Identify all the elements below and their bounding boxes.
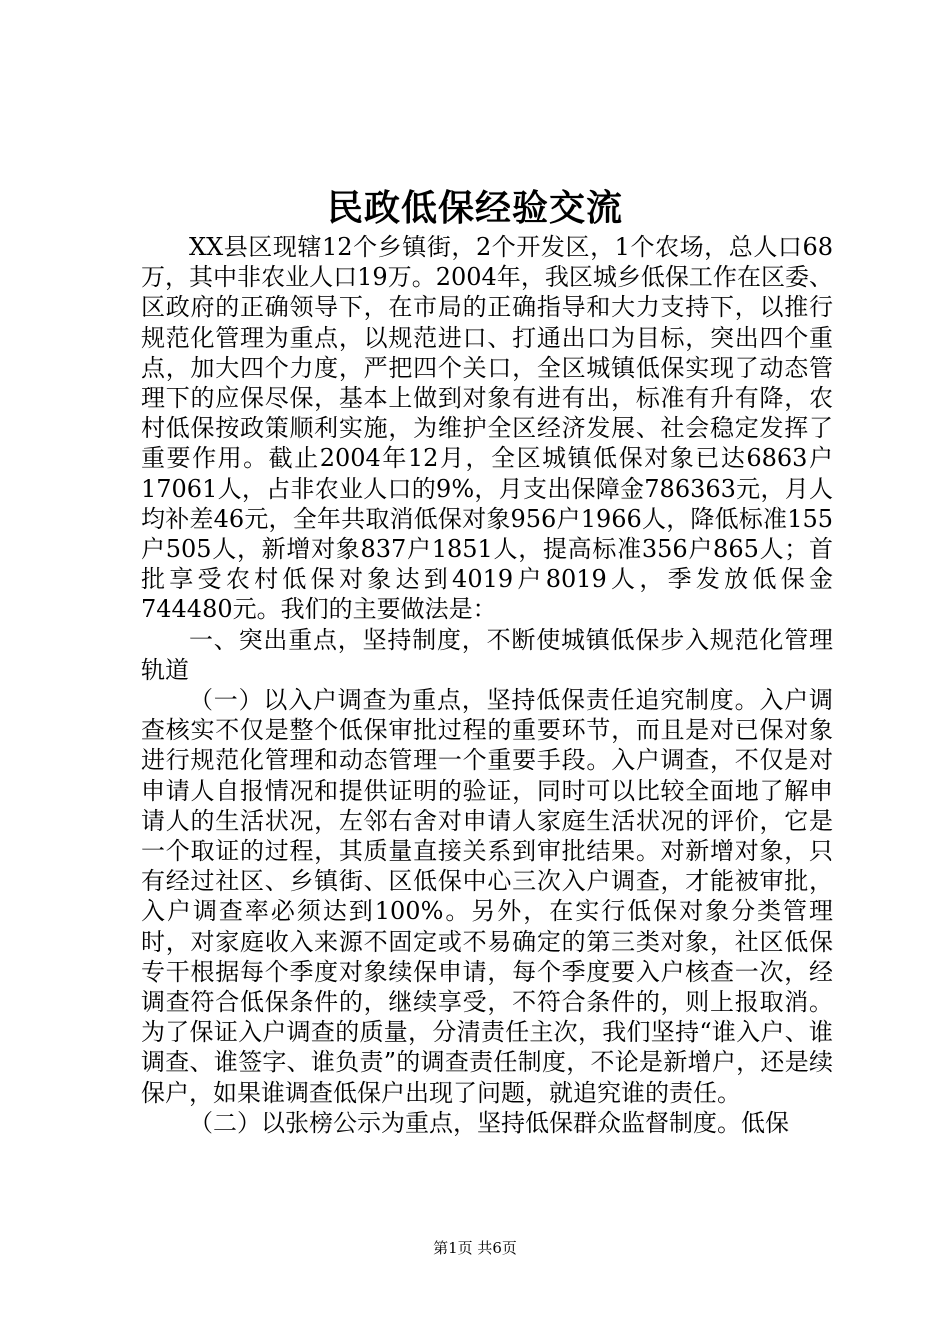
page-number: 第1页 xyxy=(433,1239,473,1257)
paragraph-section-heading: 一、突出重点，坚持制度，不断使城镇低保步入规范化管理轨道 xyxy=(141,625,833,684)
document-body xyxy=(141,232,833,1138)
document-title: 民政低保经验交流 xyxy=(326,187,623,229)
page-total: 共6页 xyxy=(477,1239,517,1257)
paragraph-public-notice: （二）以张榜公示为重点，坚持低保群众监督制度。低保 xyxy=(189,1108,789,1137)
paragraph-household-survey: （一）以入户调查为重点，坚持低保责任追究制度。入户调查核实不仅是整个低保审批过程的重要环节，而且是对已保对象进行规范化管理和动态管理一个重要手段。入户调查，不仅是对申请人自报情况和提供证明的验证，同时可以比较全面地了解申请人的生活状况，左邻右舍对申请人家庭生活状况的评价，它是一个取证的过程，其质量直接关系到审批结果。对新增对象，只有经过社区、乡镇街、区低保中心三次入户调查，才能被审批，入户调查率必须达到100%。另外，在实行低保对象分类管理时，对家庭收入来源不固定或不易确定的第三类对象，社区低保专干根据每个季度对象续保申请，每个季度要入户核查一次，经调查符合低保条件的，继续享受，不符合条件的，则上报取消。为了保证入户调查的质量，分清责任主次，我们坚持“谁入户、谁调查、谁签字、谁负责”的调查责任制度，不论是新增户，还是续保户，如果谁调查低保户出现了问题，就追究谁的责任。 xyxy=(141,686,833,1107)
paragraph-overview: XX县区现辖12个乡镇街，2个开发区，1个农场，总人口68万，其中非农业人口19万。2004年，我区城乡低保工作在区委、区政府的正确领导下，在市局的正确指导和大力支持下，以推行规范化管理为重点，以规范进口、打通出口为目标，突出四个重点，加大四个力度，严把四个关口，全区城镇低保实现了动态管理下的应保尽保，基本上做到对象有进有出，标准有升有降，农村低保按政策顺利实施，为维护全区经济发展、社会稳定发挥了重要作用。截止2004年12月，全区城镇低保对象已达6863户17061人，占非农业人口的9%，月支出保障金786363元，月人均补差46元，全年共取消低保对象956户1966人，降低标准155户505人，新增对象837户1851人，提高标准356户865人；首批享受农村低保对象达到4019户8019人，季发放低保金744480元。我们的主要做法是： xyxy=(141,233,833,624)
page-footer xyxy=(0,1238,950,1258)
